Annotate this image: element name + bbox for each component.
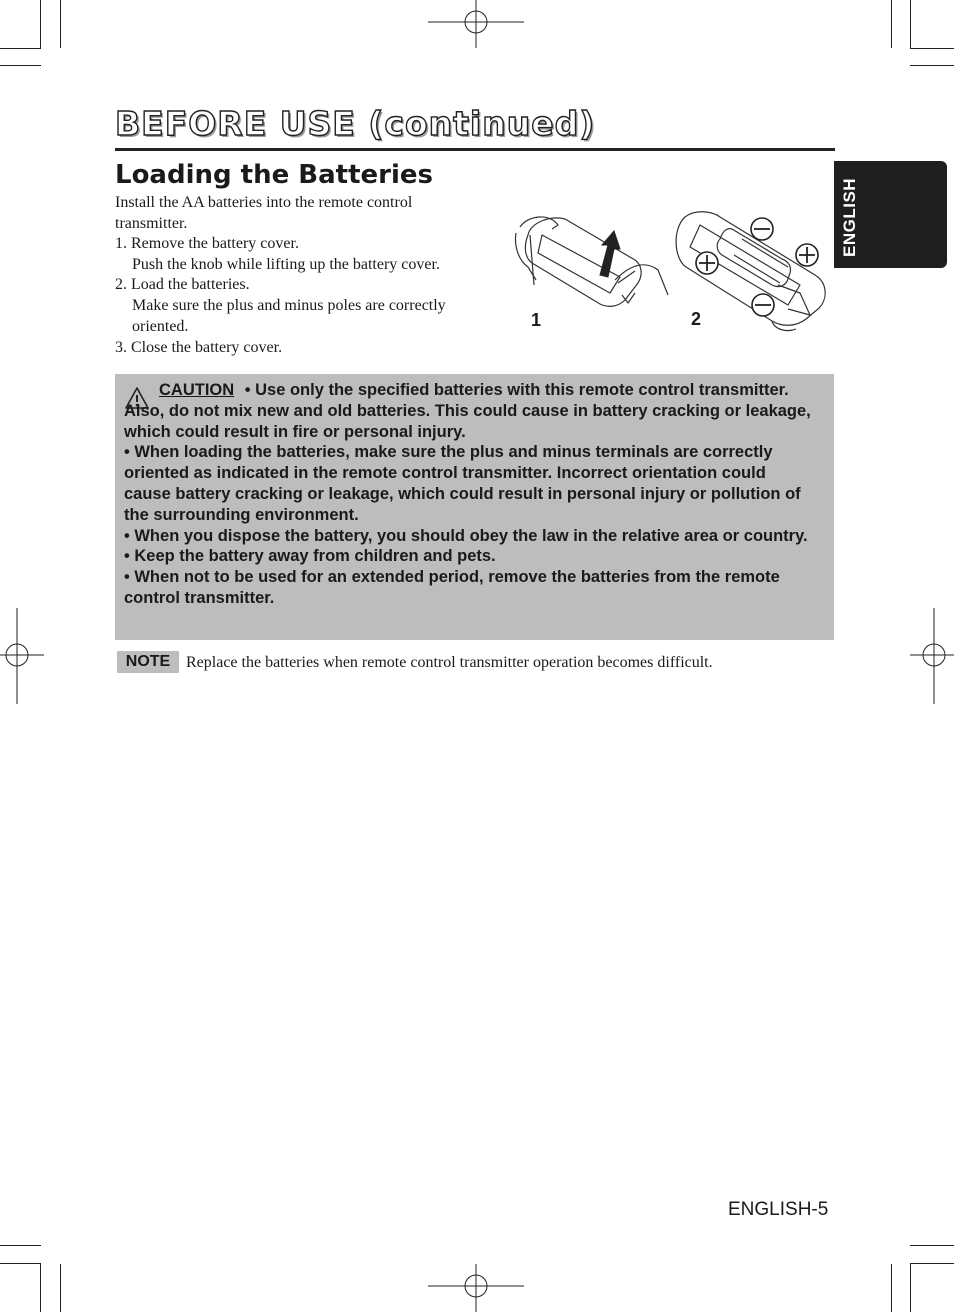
step-title: 1. Remove the battery cover. bbox=[115, 235, 299, 252]
caution-paragraph bbox=[124, 380, 814, 442]
registration-mark-left bbox=[0, 608, 44, 704]
intro-line: transmitter. bbox=[115, 215, 188, 232]
caution-paragraph: • When not to be used for an extended period, remove the batteries from the remote control transmitter. bbox=[124, 568, 780, 607]
language-tab-label: ENGLISH bbox=[840, 177, 859, 257]
remote-battery-cover-drawing bbox=[510, 205, 832, 340]
caution-item: • Use only the specified batteries with this remote control transmitter. Also, do not mix new and old batteries. This could cause in battery cracking or leakage, which could result in fire or personal injury. bbox=[124, 381, 811, 441]
intro-line: Install the AA batteries into the remote control bbox=[115, 194, 413, 211]
page-number: ENGLISH-5 bbox=[728, 1199, 829, 1220]
step-title: 2. Load the batteries. bbox=[115, 276, 250, 294]
registration-mark-bottom bbox=[428, 1264, 524, 1312]
caution-paragraph: • When loading the batteries, make sure the plus and minus terminals are correctly oriented as indicated in the remote control transmitter. Incorrect orientation could cause battery cracking or leakage, which could result in personal injury or pollution of the surrounding environment. bbox=[124, 443, 801, 524]
step-item bbox=[115, 234, 495, 275]
figure-label-1: 1 bbox=[531, 310, 542, 330]
steps-list bbox=[115, 234, 495, 358]
registration-mark-top bbox=[428, 0, 524, 48]
figure-label-2: 2 bbox=[691, 309, 702, 329]
note-badge: NOTE bbox=[117, 651, 179, 673]
intro-text bbox=[115, 192, 490, 234]
caution-box bbox=[115, 374, 834, 640]
step-detail: Make sure the plus and minus poles are correctly oriented. bbox=[132, 297, 446, 335]
step-title: 3. Close the battery cover. bbox=[115, 338, 283, 356]
step-detail: Push the knob while lifting up the battery cover. bbox=[132, 255, 440, 273]
step-item bbox=[115, 338, 495, 359]
section-heading: Loading the Batteries bbox=[115, 160, 433, 190]
registration-mark-right bbox=[910, 608, 954, 704]
language-tab bbox=[834, 161, 947, 268]
step-item bbox=[115, 275, 495, 337]
caution-paragraph: • When you dispose the battery, you should obey the law in the relative area or country. bbox=[124, 526, 808, 545]
battery-illustration bbox=[510, 205, 832, 340]
caution-text bbox=[124, 380, 814, 609]
note-text: Replace the batteries when remote control transmitter operation becomes difficult. bbox=[186, 654, 713, 671]
caution-paragraph: • Keep the battery away from children and pets. bbox=[124, 547, 496, 566]
caution-label: CAUTION bbox=[159, 381, 235, 399]
page-title: BEFORE USE (continued) bbox=[115, 104, 596, 143]
title-rule bbox=[115, 148, 835, 151]
